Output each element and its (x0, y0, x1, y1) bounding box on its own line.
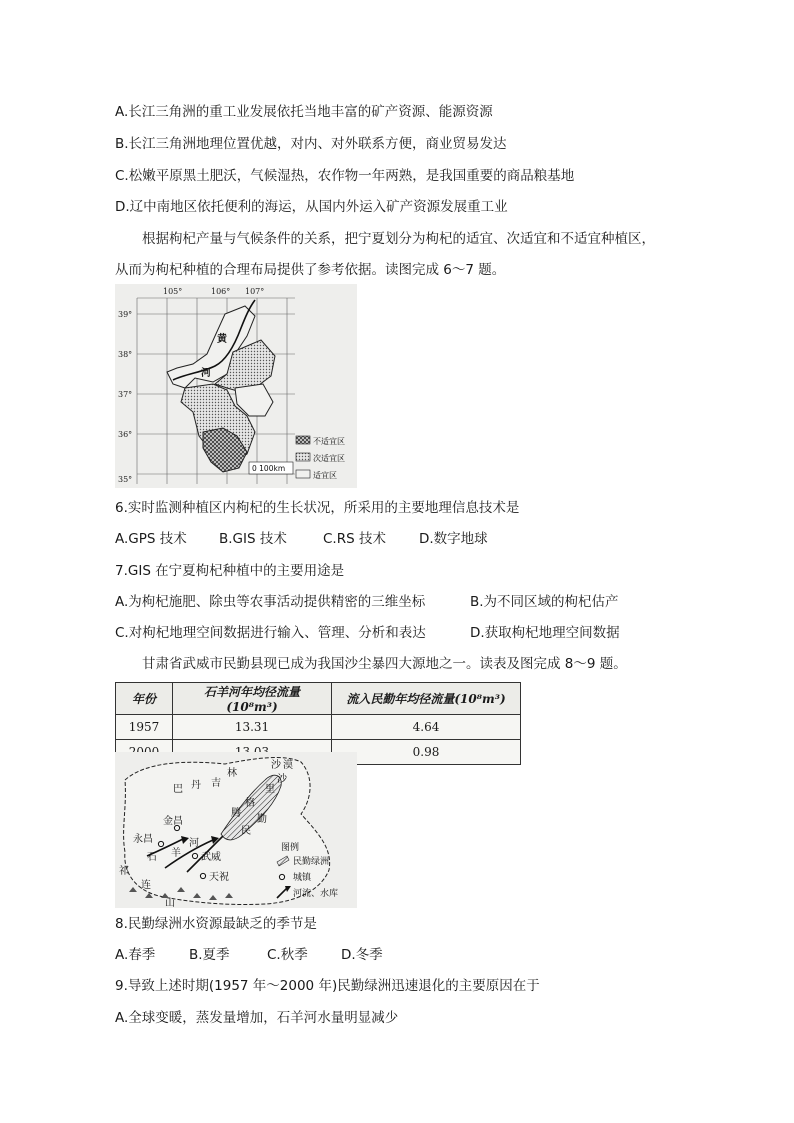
q8-option-a: A.春季 (115, 947, 156, 963)
scale-bar: 0 100km (252, 464, 286, 473)
label-ji: 吉 (211, 778, 221, 789)
label-min: 民 (241, 826, 251, 837)
q6-option-b: B.GIS 技术 (219, 531, 287, 547)
label-ba: 巴 (173, 784, 183, 795)
lat-label-37: 37° (118, 390, 133, 399)
label-sha-mo-1: 沙 (271, 760, 281, 771)
q6-option-d: D.数字地球 (419, 531, 488, 547)
table-row (116, 715, 521, 740)
lat-label-36: 36° (118, 430, 133, 439)
q9-option-a: A.全球变暖，蒸发量增加，石羊河水量明显减少 (115, 1010, 399, 1026)
label-lin: 林 (227, 768, 237, 779)
q7-option-a: A.为枸杞施肥、除虫等农事活动提供精密的三维坐标 (115, 594, 426, 610)
table-header-year: 年份 (116, 683, 173, 715)
river-char-he: 河 (201, 368, 211, 379)
q7-option-c: C.对枸杞地理空间数据进行输入、管理、分析和表达 (115, 625, 426, 641)
label-jinchang: 金昌 (163, 816, 183, 827)
q7-option-b: B.为不同区域的枸杞估产 (470, 594, 619, 610)
q6-option-a: A.GPS 技术 (115, 531, 187, 547)
label-teng: 腾 (231, 808, 241, 819)
label-wuwei: 武威 (201, 852, 221, 863)
legend-suitable: 适宜区 (313, 471, 337, 480)
q8-option-b: B.夏季 (189, 947, 230, 963)
lon-label-106: 106° (211, 287, 231, 296)
q8-option-d: D.冬季 (341, 947, 383, 963)
label-qin: 勤 (257, 814, 267, 825)
table-cell-year: 1957 (116, 715, 173, 740)
q5-option-a: A.长江三角洲的重工业发展依托当地丰富的矿产资源、能源资源 (115, 104, 493, 120)
label-ge: 格 (245, 798, 255, 809)
table-cell-minqin: 4.64 (332, 715, 521, 740)
legend-title: 图例 (281, 843, 300, 853)
q5-option-b: B.长江三角洲地理位置优越，对内、对外联系方便，商业贸易发达 (115, 136, 507, 152)
label-tianzhu: 天祝 (209, 872, 229, 883)
lon-label-107: 107° (245, 287, 265, 296)
q5-option-d: D.辽中南地区依托便利的海运，从国内外运入矿产资源发展重工业 (115, 199, 508, 215)
lat-label-35: 35° (118, 475, 133, 484)
map1-legend (296, 436, 345, 480)
label-yongchang: 永昌 (133, 834, 153, 845)
legend-unsuitable: 不适宜区 (313, 437, 345, 446)
label-dan: 丹 (191, 780, 201, 791)
label-lian: 连 (141, 880, 151, 891)
label-sha-mo-2: 漠 (283, 760, 293, 771)
q8-option-c: C.秋季 (267, 947, 308, 963)
q7-stem: 7.GIS 在宁夏枸杞种植中的主要用途是 (115, 563, 345, 579)
river-char-huang: 黄 (217, 334, 227, 345)
label-qi: 祁 (119, 866, 129, 877)
label-shi: 石 (147, 852, 157, 863)
table-header-minqin: 流入民勤年均径流量(10⁸m³) (332, 683, 521, 715)
intro-6-7-line1: 根据枸杞产量与气候条件的关系，把宁夏划分为枸杞的适宜、次适宜和不适宜种植区， (142, 231, 655, 247)
q9-stem: 9.导致上述时期(1957 年～2000 年)民勤绿洲迅速退化的主要原因在于 (115, 978, 540, 994)
legend-oasis: 民勤绿洲 (293, 857, 330, 867)
q6-option-c: C.RS 技术 (323, 531, 386, 547)
label-yang: 羊 (171, 848, 181, 859)
intro-6-7-line2: 从而为枸杞种植的合理布局提供了参考依据。读图完成 6～7 题。 (115, 262, 506, 278)
q8-options (115, 945, 383, 965)
table-header-row (116, 683, 521, 715)
table-cell-shiyang: 13.31 (173, 715, 332, 740)
label-sha: 沙 (277, 774, 287, 785)
q6-stem: 6.实时监测种植区内枸杞的生长状况，所采用的主要地理信息技术是 (115, 500, 520, 516)
label-shan: 山 (165, 898, 175, 908)
lat-label-39: 39° (118, 310, 133, 319)
q6-options (115, 529, 488, 549)
legend-sub-suitable: 次适宜区 (313, 454, 345, 463)
label-he: 河 (189, 838, 199, 849)
table-header-shiyang: 石羊河年均径流量(10⁸m³) (173, 683, 332, 715)
lat-label-38: 38° (118, 350, 133, 359)
lon-label-105: 105° (163, 287, 183, 296)
legend-town: 城镇 (293, 873, 312, 883)
table-cell-minqin: 0.98 (332, 740, 521, 765)
legend-river: 河流、水库 (293, 889, 339, 899)
q8-stem: 8.民勤绿洲水资源最缺乏的季节是 (115, 916, 317, 932)
q5-option-c: C.松嫩平原黑土肥沃，气候湿热，农作物一年两熟，是我国重要的商品粮基地 (115, 168, 575, 184)
intro-8-9: 甘肃省武威市民勤县现已成为我国沙尘暴四大源地之一。读表及图完成 8～9 题。 (142, 656, 627, 672)
q7-option-d: D.获取枸杞地理空间数据 (470, 625, 620, 641)
label-li: 里 (265, 784, 275, 795)
minqin-map (115, 752, 357, 908)
ningxia-map (115, 284, 357, 488)
